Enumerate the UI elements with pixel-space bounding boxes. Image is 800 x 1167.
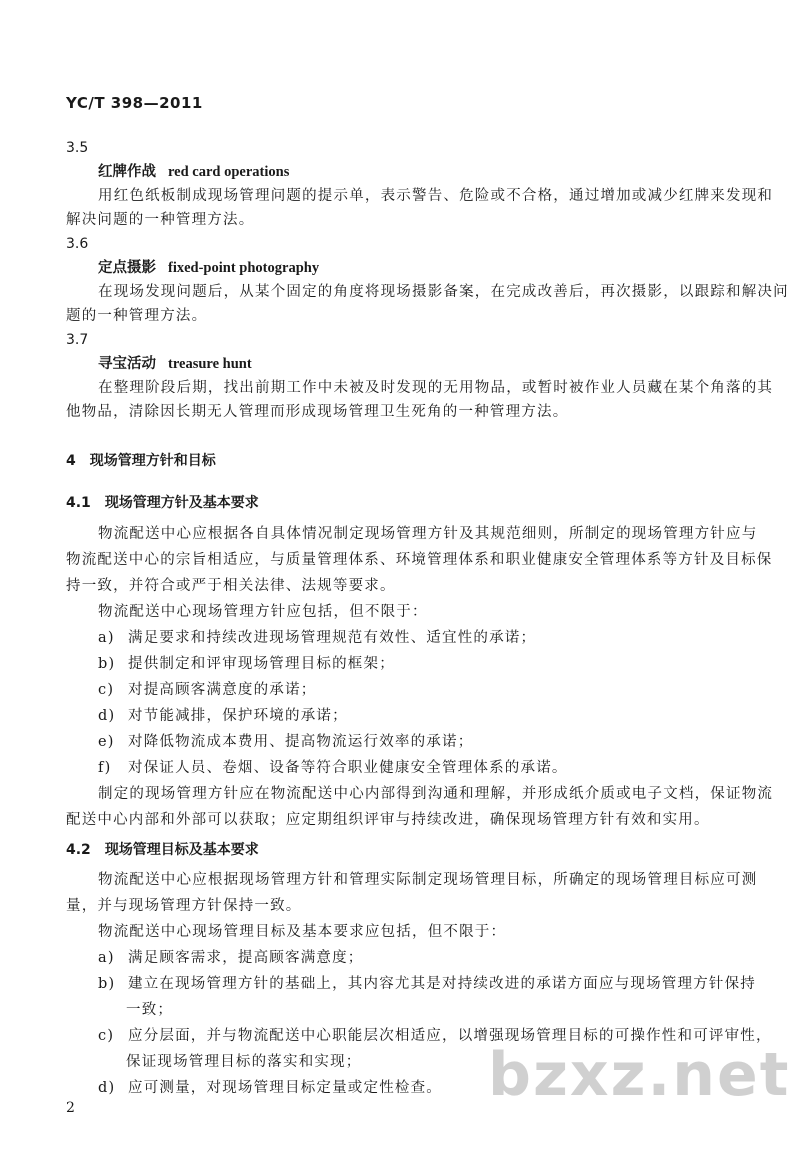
section-number: 4.2	[66, 842, 91, 858]
list-text: 对保证人员、卷烟、设备等符合职业健康安全管理体系的承诺。	[128, 760, 568, 776]
list-item	[98, 948, 364, 968]
definition-line: 题的一种管理方法。	[66, 308, 208, 324]
paragraph-line: 持一致，并符合或严于相关法律、法规等要求。	[66, 578, 396, 594]
clause-number: 3.6	[66, 236, 89, 252]
list-text: 建立在现场管理方针的基础上，其内容尤其是对持续改进的承诺方面应与现场管理方针保持	[128, 976, 756, 992]
section-number: 4.1	[66, 495, 91, 511]
list-text: 对节能减排，保护环境的承诺；	[128, 708, 348, 724]
section-heading	[66, 840, 259, 860]
list-marker: a)	[98, 950, 115, 966]
paragraph-line: 配送中心内部和外部可以获取；应定期组织评审与持续改进，确保现场管理方针有效和实用。	[66, 812, 710, 828]
list-text: 应分层面，并与物流配送中心职能层次相适应，以增强现场管理目标的可操作性和可评审性，	[128, 1028, 772, 1044]
term-english: red card operations	[168, 164, 290, 180]
list-marker: b)	[98, 976, 116, 992]
list-text: 应可测量，对现场管理目标定量或定性检查。	[128, 1080, 442, 1096]
list-marker: d)	[98, 708, 116, 724]
list-item	[98, 706, 348, 726]
list-item	[98, 758, 568, 778]
term-chinese: 红牌作战	[98, 163, 156, 180]
paragraph-line: 物流配送中心的宗旨相适应，与质量管理体系、环境管理体系和职业健康安全管理体系等方针及目标保	[66, 552, 773, 568]
section-title: 现场管理目标及基本要求	[104, 842, 259, 858]
definition-line: 用红色纸板制成现场管理问题的提示单，表示警告、危险或不合格，通过增加或减少红牌来发现和	[98, 188, 774, 204]
definition-line: 他物品，清除因长期无人管理而形成现场管理卫生死角的一种管理方法。	[66, 404, 569, 420]
list-item	[98, 680, 316, 700]
definition-line: 解决问题的一种管理方法。	[66, 212, 255, 228]
paragraph-line: 物流配送中心现场管理目标及基本要求应包括，但不限于：	[98, 924, 507, 940]
list-item-continuation: 一致；	[126, 1002, 174, 1018]
list-item	[98, 654, 395, 674]
list-marker: d)	[98, 1080, 116, 1096]
paragraph-line: 物流配送中心应根据现场管理方针和管理实际制定现场管理目标，所确定的现场管理目标应可测	[98, 872, 758, 888]
paragraph-line: 制定的现场管理方针应在物流配送中心内部得到沟通和理解，并形成纸介质或电子文档，保证物流	[98, 786, 774, 802]
paragraph-line: 物流配送中心应根据各自具体情况制定现场管理方针及其规范细则，所制定的现场管理方针应与	[98, 526, 758, 542]
clause-number: 3.5	[66, 140, 89, 156]
list-item	[98, 628, 536, 648]
standard-code-header: YC/T 398—2011	[66, 94, 203, 112]
chapter-title: 现场管理方针和目标	[89, 453, 216, 469]
list-item	[98, 974, 756, 994]
list-text: 提供制定和评审现场管理目标的框架；	[128, 656, 395, 672]
list-item	[98, 1078, 442, 1098]
chapter-number: 4	[66, 453, 76, 469]
chapter-heading	[66, 451, 216, 471]
list-text: 对提高顾客满意度的承诺；	[128, 682, 317, 698]
list-marker: c)	[98, 1028, 115, 1044]
list-marker: c)	[98, 682, 115, 698]
section-title: 现场管理方针及基本要求	[104, 495, 259, 511]
clause-number: 3.7	[66, 332, 89, 348]
list-text: 满足顾客需求，提高顾客满意度；	[128, 950, 364, 966]
term-heading	[98, 162, 289, 182]
list-text: 满足要求和持续改进现场管理规范有效性、适宜性的承诺；	[128, 630, 537, 646]
section-heading	[66, 493, 259, 513]
page-number: 2	[66, 1100, 75, 1116]
list-marker: b)	[98, 656, 116, 672]
list-item	[98, 732, 473, 752]
list-text: 对降低物流成本费用、提高物流运行效率的承诺；	[128, 734, 474, 750]
list-marker: f)	[98, 760, 112, 776]
list-marker: a)	[98, 630, 115, 646]
definition-line: 在现场发现问题后，从某个固定的角度将现场摄影备案，在完成改善后，再次摄影，以跟踪和解决问	[98, 284, 789, 300]
term-english: fixed-point photography	[168, 260, 320, 276]
paragraph-line: 物流配送中心现场管理方针应包括，但不限于：	[98, 604, 428, 620]
term-english: treasure hunt	[168, 356, 252, 372]
paragraph-line: 量，并与现场管理方针保持一致。	[66, 898, 302, 914]
term-chinese: 寻宝活动	[98, 355, 156, 372]
term-heading	[98, 258, 319, 278]
list-item-continuation: 保证现场管理目标的落实和实现；	[126, 1054, 362, 1070]
list-marker: e)	[98, 734, 115, 750]
term-heading	[98, 354, 252, 374]
definition-line: 在整理阶段后期，找出前期工作中未被及时发现的无用物品，或暂时被作业人员藏在某个角落的其	[98, 380, 774, 396]
term-chinese: 定点摄影	[98, 259, 156, 276]
site-watermark: bzxz.net	[488, 1040, 791, 1110]
